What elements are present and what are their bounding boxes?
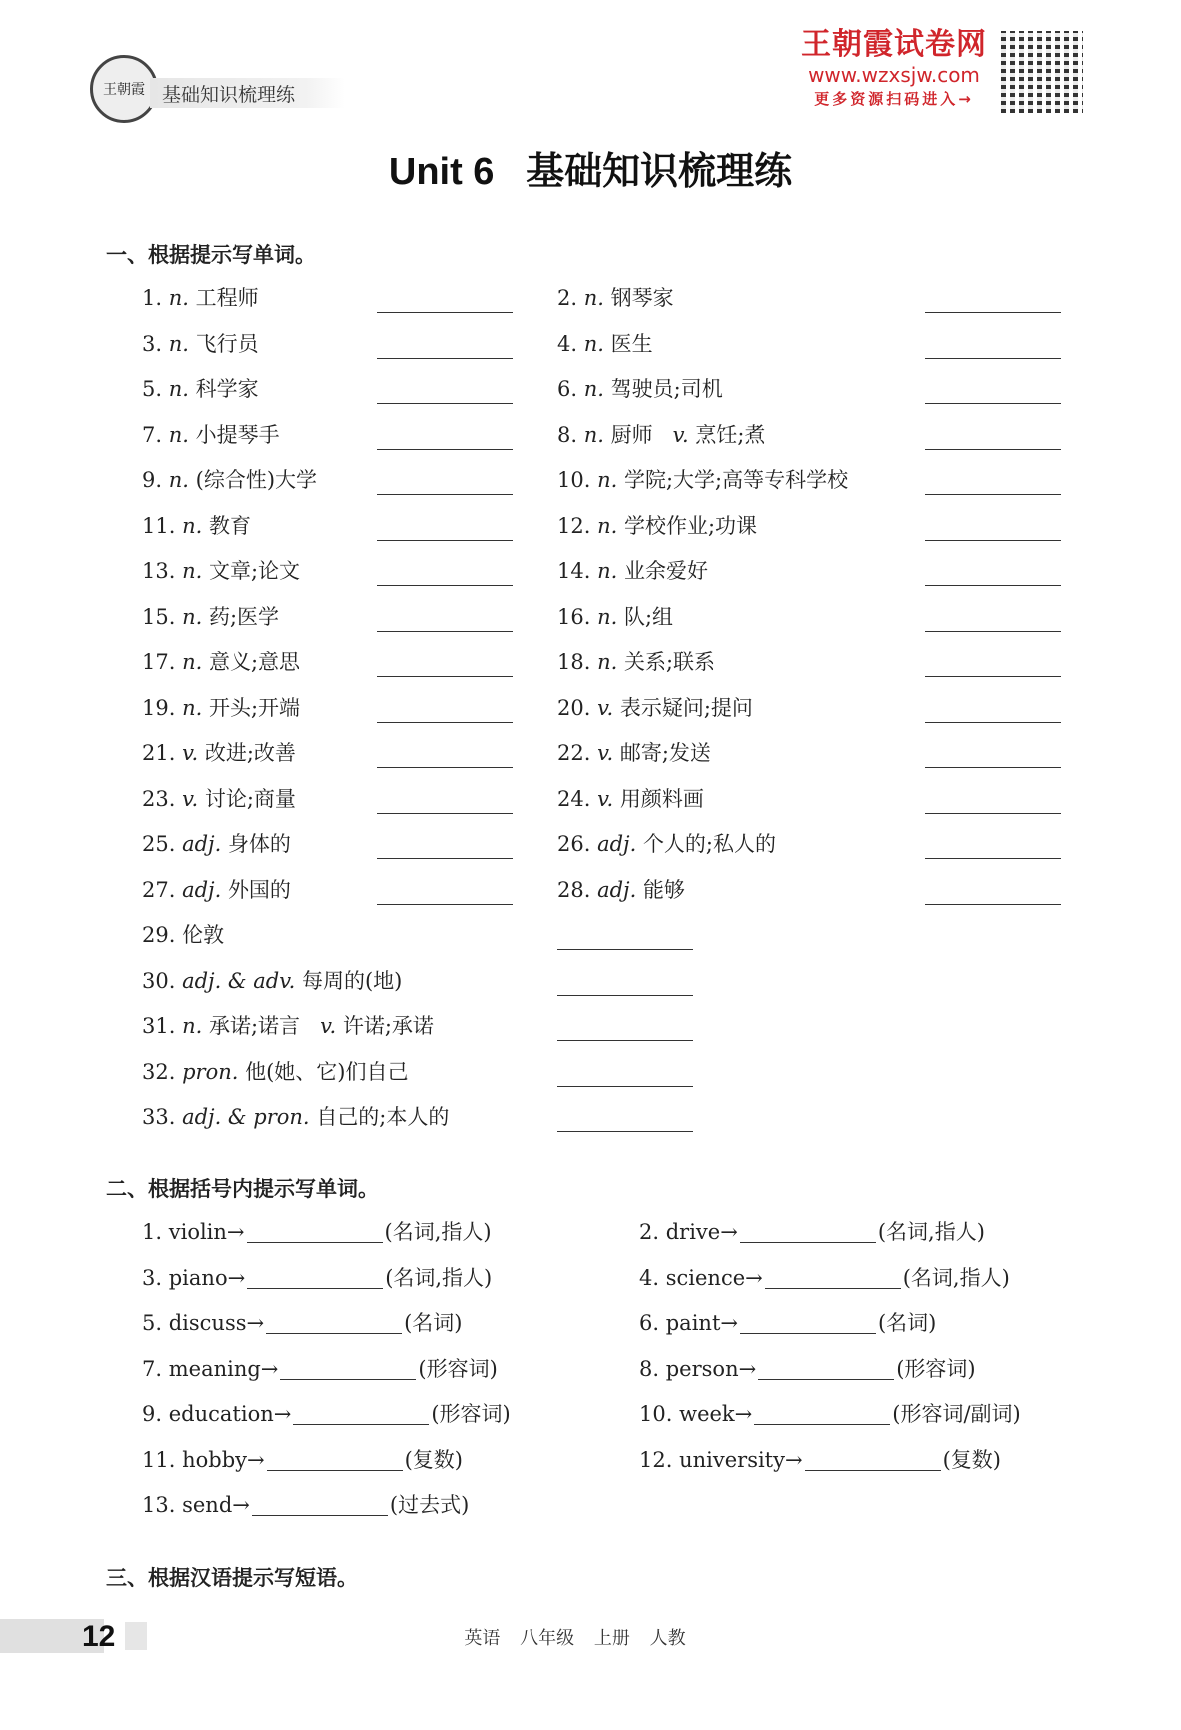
answer-blank[interactable]: [557, 1131, 693, 1132]
item-number: 23.: [142, 786, 176, 811]
part-of-speech: n.: [168, 377, 189, 401]
item-number: 22.: [557, 741, 591, 765]
item-number: 25.: [142, 832, 176, 856]
part-of-speech: n.: [182, 650, 203, 674]
item-hint: 工程师: [195, 286, 259, 310]
answer-blank[interactable]: [925, 358, 1061, 359]
part-of-speech: n.: [597, 604, 618, 629]
item-hint: 身体的: [227, 832, 291, 856]
item-number: 1.: [142, 1220, 163, 1244]
item-number: 32.: [142, 1059, 176, 1084]
list-item: [557, 374, 723, 404]
item-hint: (综合性)大学: [195, 468, 318, 492]
answer-blank[interactable]: [925, 585, 1061, 586]
answer-blank[interactable]: [377, 813, 513, 814]
list-item: [142, 829, 291, 859]
list-item: [557, 875, 685, 905]
part-of-speech: n.: [182, 559, 203, 583]
list-item: [142, 920, 224, 950]
part-of-speech: n.: [168, 422, 189, 447]
part-of-speech: n.: [168, 331, 189, 356]
answer-blank[interactable]: [247, 1288, 383, 1289]
item-word: paint→: [665, 1311, 738, 1335]
part-of-speech: n.: [583, 286, 604, 310]
part-of-speech: v.: [597, 786, 614, 811]
item-hint: (名词): [404, 1311, 463, 1335]
answer-blank[interactable]: [377, 631, 513, 632]
list-item: [142, 1263, 492, 1293]
page-title: Unit 6 基础知识梳理练: [388, 151, 793, 193]
list-item: [142, 1445, 463, 1475]
list-item: [639, 1308, 936, 1338]
publisher-logo: [90, 55, 158, 123]
item-number: 18.: [557, 650, 591, 674]
item-hint: (名词,指人): [384, 1220, 492, 1244]
list-item: [142, 738, 296, 768]
item-number: 30.: [142, 968, 176, 993]
part-of-speech: n.: [182, 513, 203, 538]
list-item: [639, 1399, 1021, 1429]
item-hint: 他(她、它)们自己: [245, 1059, 409, 1084]
item-hint: 烹饪;煮: [695, 422, 766, 447]
item-hint: 药;医学: [208, 604, 280, 629]
item-hint: 驾驶员;司机: [610, 377, 723, 401]
list-item: [557, 329, 653, 359]
list-item: [142, 1490, 469, 1520]
answer-blank[interactable]: [754, 1424, 890, 1425]
item-number: 16.: [557, 604, 591, 629]
list-item: [557, 647, 715, 677]
part-of-speech: adj. & adv.: [182, 968, 296, 993]
item-word: education→: [168, 1402, 292, 1426]
part-of-speech: n.: [597, 513, 618, 538]
list-item: [142, 465, 317, 495]
answer-blank[interactable]: [377, 585, 513, 586]
item-number: 2.: [639, 1220, 660, 1244]
item-hint: 每周的(地): [301, 968, 403, 993]
part-of-speech: n.: [168, 468, 189, 492]
part-of-speech: n.: [597, 650, 618, 674]
part-of-speech: adj.: [597, 877, 637, 902]
item-number: 11.: [142, 1447, 176, 1472]
item-hint: 教育: [208, 513, 251, 538]
item-number: 27.: [142, 877, 176, 902]
answer-blank[interactable]: [557, 1040, 693, 1041]
item-number: 3.: [142, 331, 163, 356]
part-of-speech: v.: [597, 741, 614, 765]
part-of-speech: v.: [182, 741, 199, 765]
list-item: [142, 1011, 434, 1041]
item-hint: (形容词): [418, 1356, 498, 1381]
item-hint: 小提琴手: [195, 422, 280, 447]
item-number: 3.: [142, 1265, 163, 1290]
list-item: [142, 283, 259, 313]
item-word: drive→: [665, 1220, 738, 1244]
item-hint: 关系;联系: [623, 650, 716, 674]
item-number: 28.: [557, 877, 591, 902]
item-word: send→: [182, 1493, 250, 1517]
item-hint: (名词,指人): [385, 1265, 493, 1290]
list-item: [142, 1102, 449, 1132]
part-of-speech: v.: [597, 695, 614, 720]
item-number: 6.: [639, 1311, 660, 1335]
item-number: 15.: [142, 604, 176, 629]
part-of-speech: adj.: [597, 832, 637, 856]
item-number: 10.: [557, 468, 591, 492]
item-hint: 学院;大学;高等专科学校: [623, 468, 849, 492]
part-of-speech: v.: [672, 422, 689, 447]
item-hint: 讨论;商量: [204, 786, 296, 811]
list-item: [557, 283, 674, 313]
list-item: [142, 875, 291, 905]
section2-heading: 二、根据括号内提示写单词。: [106, 1177, 379, 1201]
part-of-speech: n.: [583, 422, 604, 447]
item-hint: 学校作业;功课: [623, 513, 758, 538]
item-hint: 能够: [642, 877, 685, 902]
list-item: [142, 693, 300, 723]
brand-url[interactable]: www.wzxsjw.com: [808, 63, 980, 87]
section1-heading: 一、根据提示写单词。: [106, 243, 316, 267]
list-item: [142, 511, 251, 541]
item-number: 26.: [557, 832, 591, 856]
item-number: 4.: [557, 331, 578, 356]
list-item: [142, 966, 402, 996]
part-of-speech: v.: [182, 786, 199, 811]
answer-blank[interactable]: [740, 1242, 876, 1243]
item-hint: 个人的;私人的: [642, 832, 777, 856]
answer-blank[interactable]: [377, 403, 513, 404]
part-of-speech: adj. & pron.: [182, 1105, 310, 1129]
item-hint: 业余爱好: [623, 559, 708, 583]
answer-blank[interactable]: [925, 312, 1061, 313]
item-number: 21.: [142, 741, 176, 765]
answer-blank[interactable]: [925, 676, 1061, 677]
answer-blank[interactable]: [252, 1515, 388, 1516]
item-number: 4.: [639, 1265, 660, 1290]
item-word: piano→: [168, 1265, 246, 1290]
list-item: [142, 602, 279, 632]
item-number: 13.: [142, 559, 176, 583]
part-of-speech: pron.: [182, 1059, 239, 1084]
item-hint: 飞行员: [195, 331, 259, 356]
page-number: 12: [82, 1620, 116, 1653]
answer-blank[interactable]: [925, 540, 1061, 541]
answer-blank[interactable]: [925, 767, 1061, 768]
list-item: [557, 738, 711, 768]
header-label: 基础知识梳理练: [162, 84, 296, 106]
item-hint: 外国的: [227, 877, 291, 902]
list-item: [557, 602, 673, 632]
item-number: 7.: [142, 422, 163, 447]
part-of-speech: adj.: [182, 832, 222, 856]
item-hint: (复数): [942, 1447, 1001, 1472]
part-of-speech: n.: [168, 286, 189, 310]
logo-text: 王朝霞: [103, 82, 145, 98]
list-item: [557, 511, 757, 541]
item-number: 7.: [142, 1356, 163, 1381]
answer-blank[interactable]: [925, 858, 1061, 859]
item-hint: (形容词): [431, 1402, 511, 1426]
item-number: 9.: [142, 468, 163, 492]
list-item: [557, 465, 848, 495]
item-hint: 意义;意思: [208, 650, 301, 674]
item-word: discuss→: [168, 1311, 265, 1335]
item-number: 11.: [142, 513, 176, 538]
answer-blank[interactable]: [377, 312, 513, 313]
answer-blank[interactable]: [267, 1470, 403, 1471]
item-word: university→: [679, 1447, 803, 1472]
list-item: [142, 556, 300, 586]
answer-blank[interactable]: [758, 1379, 894, 1380]
answer-blank[interactable]: [740, 1333, 876, 1334]
answer-blank[interactable]: [765, 1288, 901, 1289]
item-hint: 邮寄;发送: [619, 741, 711, 765]
item-hint: 改进;改善: [204, 741, 296, 765]
item-word: meaning→: [168, 1356, 279, 1381]
answer-blank[interactable]: [925, 813, 1061, 814]
part-of-speech: adj.: [182, 877, 222, 902]
list-item: [639, 1354, 976, 1384]
part-of-speech: n.: [597, 559, 618, 583]
book-info: 英语 八年级 上册 人教: [464, 1628, 686, 1649]
list-item: [142, 647, 300, 677]
item-word: week→: [679, 1402, 753, 1426]
answer-blank[interactable]: [925, 449, 1061, 450]
item-number: 8.: [639, 1356, 660, 1381]
item-word: person→: [665, 1356, 757, 1381]
list-item: [639, 1217, 985, 1247]
part-of-speech: n.: [583, 377, 604, 401]
list-item: [557, 784, 704, 814]
item-number: 2.: [557, 286, 578, 310]
brand-block: [790, 28, 998, 110]
answer-blank[interactable]: [266, 1333, 402, 1334]
list-item: [142, 1057, 409, 1087]
item-hint: (名词,指人): [902, 1265, 1010, 1290]
answer-blank[interactable]: [280, 1379, 416, 1380]
item-hint: 自己的;本人的: [316, 1105, 450, 1129]
item-number: 12.: [557, 513, 591, 538]
item-hint: 科学家: [195, 377, 259, 401]
item-number: 9.: [142, 1402, 163, 1426]
answer-blank[interactable]: [557, 949, 693, 950]
item-number: 20.: [557, 695, 591, 720]
item-hint: (名词,指人): [877, 1220, 985, 1244]
part-of-speech: n.: [182, 604, 203, 629]
item-number: 10.: [639, 1402, 673, 1426]
item-hint: 伦敦: [182, 923, 225, 947]
answer-blank[interactable]: [377, 494, 513, 495]
item-number: 5.: [142, 1311, 163, 1335]
item-hint: (形容词/副词): [892, 1402, 1021, 1426]
list-item: [639, 1263, 1010, 1293]
item-hint: 承诺;诺言: [208, 1014, 301, 1038]
item-hint: (形容词): [896, 1356, 976, 1381]
item-hint: 医生: [610, 331, 653, 356]
item-number: 12.: [639, 1447, 673, 1472]
list-item: [142, 784, 296, 814]
part-of-speech: n.: [182, 1014, 203, 1038]
part-of-speech: n.: [597, 468, 618, 492]
answer-blank[interactable]: [377, 767, 513, 768]
answer-blank[interactable]: [925, 494, 1061, 495]
item-number: 31.: [142, 1014, 176, 1038]
list-item: [557, 693, 753, 723]
answer-blank[interactable]: [377, 858, 513, 859]
item-hint: 许诺;承诺: [342, 1014, 434, 1038]
item-hint: 开头;开端: [208, 695, 301, 720]
item-number: 17.: [142, 650, 176, 674]
item-hint: (过去式): [389, 1493, 470, 1517]
item-hint: (名词): [877, 1311, 937, 1335]
answer-blank[interactable]: [377, 676, 513, 677]
section3-heading: 三、根据汉语提示写短语。: [106, 1566, 358, 1590]
answer-blank[interactable]: [377, 722, 513, 723]
item-hint: 队;组: [623, 604, 674, 629]
answer-blank[interactable]: [557, 1086, 693, 1087]
item-number: 29.: [142, 923, 176, 947]
list-item: [142, 1308, 463, 1338]
answer-blank[interactable]: [925, 403, 1061, 404]
item-number: 33.: [142, 1105, 176, 1129]
answer-blank[interactable]: [377, 449, 513, 450]
answer-blank[interactable]: [925, 631, 1061, 632]
item-number: 14.: [557, 559, 591, 583]
list-item: [142, 420, 280, 450]
answer-blank[interactable]: [377, 904, 513, 905]
item-word: science→: [665, 1265, 763, 1290]
qr-code-icon[interactable]: [1001, 31, 1083, 113]
brand-slogan: 更多资源扫码进入→: [814, 90, 974, 108]
brand-name: 王朝霞试卷网: [801, 27, 987, 62]
part-of-speech: n.: [182, 695, 203, 720]
item-number: 8.: [557, 422, 578, 447]
part-of-speech: v.: [320, 1014, 337, 1038]
item-hint: 文章;论文: [208, 559, 301, 583]
list-item: [557, 829, 776, 859]
item-hint: 厨师: [610, 422, 653, 447]
item-number: 5.: [142, 377, 163, 401]
item-number: 19.: [142, 695, 176, 720]
list-item: [557, 556, 708, 586]
answer-blank[interactable]: [377, 540, 513, 541]
answer-blank[interactable]: [377, 358, 513, 359]
answer-blank[interactable]: [925, 722, 1061, 723]
list-item: [142, 374, 259, 404]
item-hint: 表示疑问;提问: [619, 695, 753, 720]
answer-blank[interactable]: [247, 1242, 383, 1243]
item-hint: 钢琴家: [610, 286, 674, 310]
list-item: [557, 420, 765, 450]
item-word: hobby→: [182, 1447, 265, 1472]
answer-blank[interactable]: [557, 995, 693, 996]
item-hint: 用颜料画: [619, 786, 704, 811]
list-item: [639, 1445, 1001, 1475]
item-hint: (复数): [404, 1447, 463, 1472]
item-number: 13.: [142, 1493, 176, 1517]
list-item: [142, 1354, 498, 1384]
list-item: [142, 1399, 511, 1429]
item-number: 24.: [557, 786, 591, 811]
answer-blank[interactable]: [293, 1424, 429, 1425]
part-of-speech: n.: [583, 331, 604, 356]
list-item: [142, 329, 259, 359]
list-item: [142, 1217, 492, 1247]
answer-blank[interactable]: [805, 1470, 941, 1471]
item-word: violin→: [168, 1220, 245, 1244]
answer-blank[interactable]: [925, 904, 1061, 905]
item-number: 6.: [557, 377, 578, 401]
item-number: 1.: [142, 286, 163, 310]
